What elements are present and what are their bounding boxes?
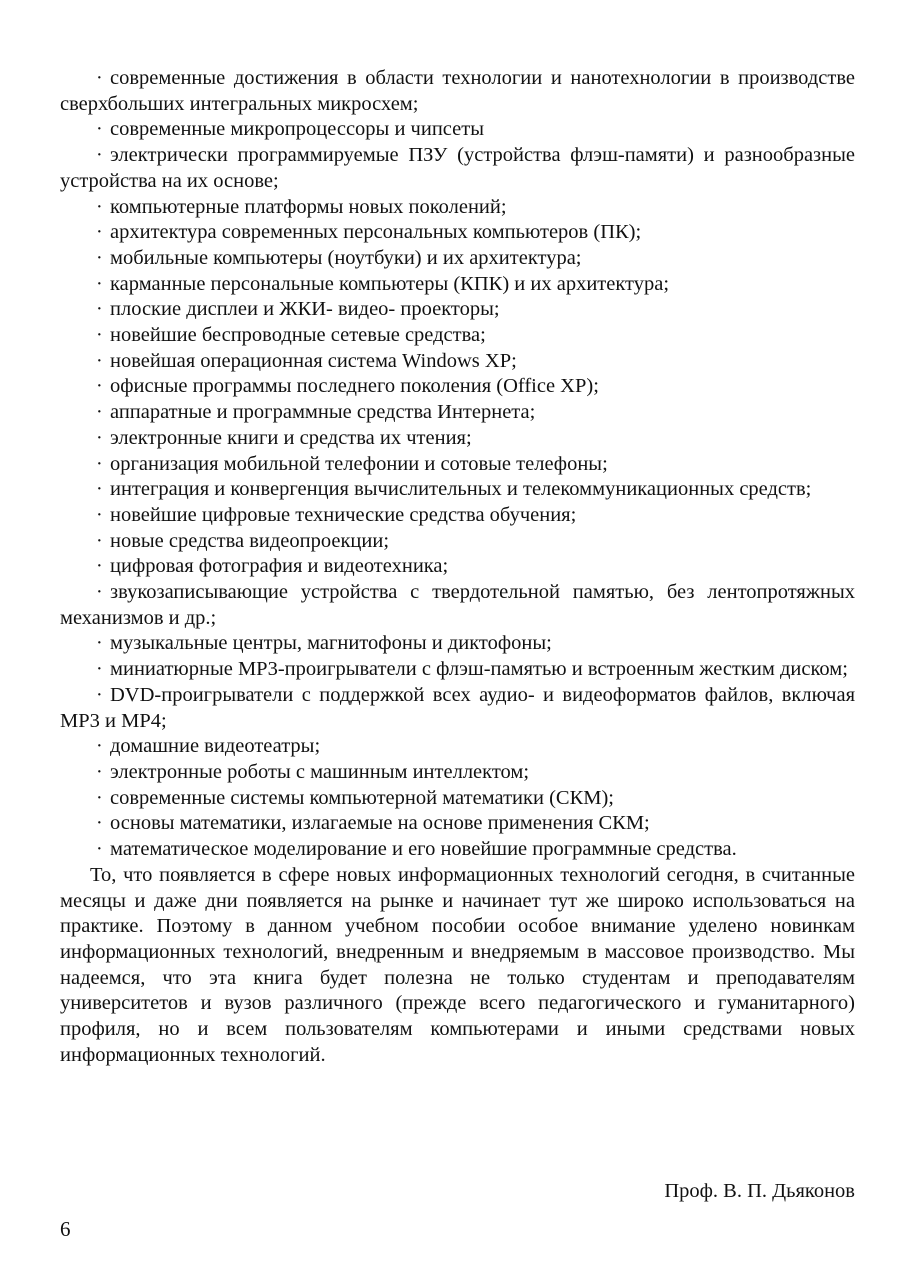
bullet-dot: ·	[96, 658, 103, 681]
page-body	[60, 66, 855, 1068]
list-item-text: миниатюрные MP3-проигрыватели с флэш-памятью и встроенным жестким диском;	[110, 658, 848, 681]
list-item-text: DVD-проигрыватели с поддержкой всех аудио- и видеоформатов файлов, включая MP3 и MP4;	[60, 683, 855, 732]
bullet-list	[60, 66, 855, 863]
list-item	[60, 760, 855, 786]
list-item-text: современные микропроцессоры и чипсеты	[110, 118, 484, 141]
list-item	[60, 477, 855, 503]
bullet-dot: ·	[96, 426, 103, 449]
list-item	[60, 683, 855, 734]
bullet-dot: ·	[96, 298, 103, 321]
bullet-dot: ·	[96, 324, 103, 347]
list-item-text: новые средства видеопроекции;	[110, 529, 390, 552]
list-item-text: электронные книги и средства их чтения;	[110, 426, 472, 449]
list-item-text: аппаратные и программные средства Интернета;	[110, 401, 536, 424]
list-item-text: электрически программируемые ПЗУ (устройства флэш-памяти) и разнообразные устройства на их основе;	[60, 144, 855, 192]
bullet-dot: ·	[96, 67, 103, 89]
list-item	[60, 580, 855, 631]
bullet-dot: ·	[96, 401, 103, 424]
list-item-text: архитектура современных персональных компьютеров (ПК);	[110, 221, 642, 244]
list-item	[60, 554, 855, 580]
list-item	[60, 323, 855, 349]
bullet-dot: ·	[96, 144, 103, 167]
list-item-text: новейшие цифровые технические средства обучения;	[110, 503, 577, 526]
list-item	[60, 220, 855, 246]
bullet-dot: ·	[96, 812, 103, 835]
list-item	[60, 452, 855, 478]
list-item	[60, 811, 855, 837]
list-item	[60, 734, 855, 760]
bullet-dot: ·	[96, 478, 103, 501]
bullet-dot: ·	[96, 375, 103, 398]
bullet-dot: ·	[96, 529, 103, 552]
list-item	[60, 837, 855, 863]
list-item-text: цифровая фотография и видеотехника;	[110, 555, 449, 578]
list-item-text: электронные роботы с машинным интеллектом;	[110, 760, 530, 783]
bullet-dot: ·	[96, 349, 103, 372]
bullet-dot: ·	[96, 246, 103, 269]
list-item-text: музыкальные центры, магнитофоны и диктофоны;	[110, 632, 552, 655]
list-item	[60, 117, 855, 143]
list-item-text: мобильные компьютеры (ноутбуки) и их архитектура;	[110, 246, 582, 269]
list-item-text: организация мобильной телефонии и сотовые телефоны;	[110, 452, 608, 475]
list-item	[60, 426, 855, 452]
list-item	[60, 657, 855, 683]
list-item-text: новейшие беспроводные сетевые средства;	[110, 324, 486, 347]
bullet-dot: ·	[96, 735, 103, 758]
bullet-dot: ·	[96, 683, 103, 706]
list-item	[60, 143, 855, 194]
list-item-text: плоские дисплеи и ЖКИ- видео- проекторы;	[110, 298, 500, 321]
bullet-dot: ·	[96, 221, 103, 244]
bullet-dot: ·	[96, 632, 103, 655]
bullet-dot: ·	[96, 452, 103, 475]
bullet-dot: ·	[96, 838, 103, 861]
list-item-text: домашние видеотеатры;	[110, 735, 321, 758]
list-item	[60, 272, 855, 298]
list-item	[60, 195, 855, 221]
list-item-text: компьютерные платформы новых поколений;	[110, 195, 507, 218]
list-item	[60, 400, 855, 426]
list-item	[60, 374, 855, 400]
list-item-text: современные достижения в области технологии и нанотехнологии в производстве сверхбольших интегральных микросхем;	[60, 67, 855, 115]
list-item	[60, 786, 855, 812]
list-item	[60, 66, 855, 117]
list-item	[60, 349, 855, 375]
list-item	[60, 631, 855, 657]
list-item-text: математическое моделирование и его новейшие программные средства.	[110, 838, 737, 861]
list-item-text: офисные программы последнего поколения (Office XP);	[110, 375, 599, 398]
list-item	[60, 529, 855, 555]
bullet-dot: ·	[96, 272, 103, 295]
list-item-text: новейшая операционная система Windows XP;	[110, 349, 517, 372]
list-item-text: карманные персональные компьютеры (КПК) и их архитектура;	[110, 272, 670, 295]
list-item-text: основы математики, излагаемые на основе применения СКМ;	[110, 812, 650, 835]
list-item	[60, 246, 855, 272]
bullet-dot: ·	[96, 786, 103, 809]
closing-paragraph: То, что появляется в сфере новых информационных технологий сегодня, в считанные месяцы и даже дни появляется на рынке и начинает тут же широко использоваться на практике. Поэтому в данном учебном пособии особое внимание уделено новинкам информационных технологий, внедренным и внедряемым в массовое производство. Мы надеемся, что эта книга будет полезна не только студентам и преподавателям университетов и вузов различного (прежде всего педагогического и гуманитарного) профиля, но и всем пользователям компьютерами и иными средствами новых информационных технологий.	[60, 863, 855, 1066]
list-item	[60, 503, 855, 529]
bullet-dot: ·	[96, 581, 103, 604]
bullet-dot: ·	[96, 195, 103, 218]
list-item	[60, 297, 855, 323]
page-number: 6	[60, 1217, 71, 1241]
list-item-text: современные системы компьютерной математики (СКМ);	[110, 786, 614, 809]
author-signature: Проф. В. П. Дьяконов	[664, 1180, 855, 1202]
list-item-text: интеграция и конвергенция вычислительных и телекоммуникационных средств;	[110, 478, 812, 501]
bullet-dot: ·	[96, 503, 103, 526]
bullet-dot: ·	[96, 118, 103, 141]
bullet-dot: ·	[96, 555, 103, 578]
list-item-text: звукозаписывающие устройства с твердотельной памятью, без лентопротяжных механизмов и др.;	[60, 581, 855, 629]
bullet-dot: ·	[96, 760, 103, 783]
